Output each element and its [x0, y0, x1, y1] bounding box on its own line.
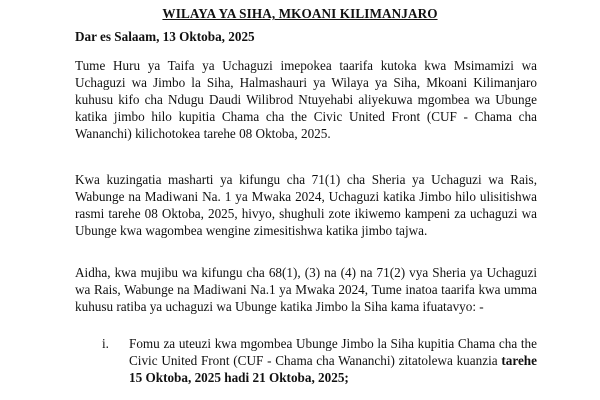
paragraph-suspension: Kwa kuzingatia masharti ya kifungu cha 71(1) cha Sheria ya Uchaguzi wa Rais, Wabunge na Madiwani Na. 1 ya Mwaka 2024, Uchaguzi katika Jimbo hilo ulisitishwa rasmi tarehe 08 Oktoba, 2025, hivyo, shughuli zote ikiwemo kampeni za uchaguzi wa Ubunge kwa wagombea wengine zimesitishwa katika jimbo tajwa.: [75, 172, 537, 238]
dateline: Dar es Salaam, 13 Oktoba, 2025: [75, 29, 255, 44]
list-item-body: Fomu za uteuzi kwa mgombea Ubunge Jimbo la Siha kupitia Chama cha the Civic United Front (CUF - Chama cha Wananchi) zitatolewa kuanzia: [129, 336, 537, 368]
list-item-marker: i.: [102, 336, 109, 351]
paragraph-announcement: Tume Huru ya Taifa ya Uchaguzi imepokea taarifa kutoka kwa Msimamizi wa Uchaguzi wa Jimbo la Siha, Halmashauri ya Wilaya ya Siha, Mkoani Kilimanjaro kuhusu kifo cha Ndugu Daudi Wilibrod Ntuyehabi aliyekuwa mgombea wa Ubunge katika jimbo hilo kupitia Chama cha the Civic United Front (CUF - Chama cha Wananchi) kilichotokea tarehe 08 Oktoba, 2025.: [75, 58, 537, 141]
document-heading: WILAYA YA SIHA, MKOANI KILIMANJARO: [162, 6, 438, 21]
list-item-text: [129, 335, 537, 386]
list-item-date-range: tarehe 15 Oktoba, 2025 hadi 21 Oktoba, 2025;: [129, 353, 537, 385]
paragraph-schedule-intro: Aidha, kwa mujibu wa kifungu cha 68(1), (3) na (4) na 71(2) vya Sheria ya Uchaguzi wa Rais, Wabunge na Madiwani Na.1 ya Mwaka 2024, Tume inatoa taarifa kwa umma kuhusu ratiba ya uchaguzi wa Ubunge katika Jimbo la Siha kama ifuatavyo: -: [75, 265, 537, 314]
